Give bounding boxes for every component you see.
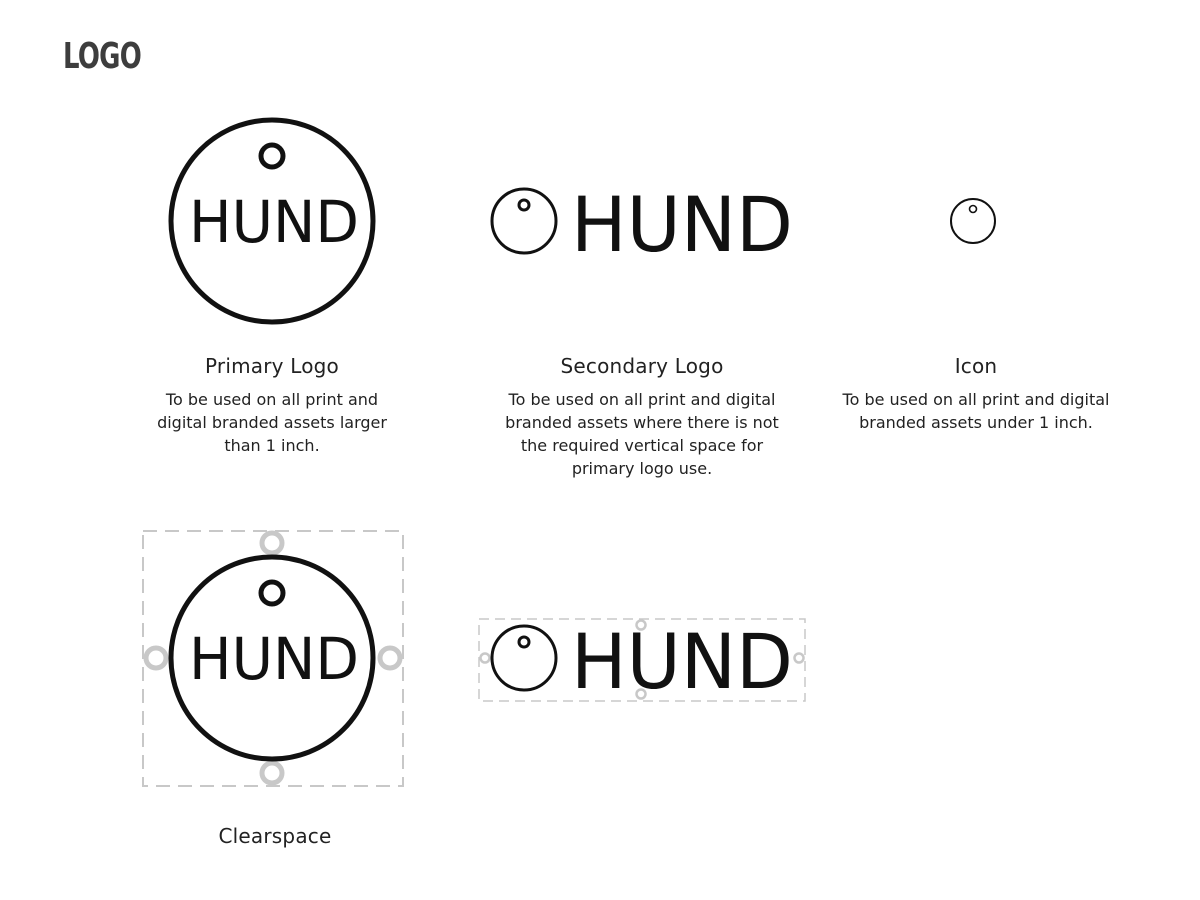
clearspace-secondary-dot: [519, 637, 529, 647]
clearspace-marker-bottom: [262, 763, 282, 783]
clearspace-secondary-marker-left: [481, 654, 490, 663]
secondary-logo: [485, 180, 805, 269]
secondary-logo-description: To be used on all print and digital branded assets where there is not the required vertical space for primary logo use.: [505, 390, 779, 478]
secondary-logo-wordmark: HUND: [571, 180, 793, 269]
icon-description: To be used on all print and digital branded assets under 1 inch.: [842, 390, 1110, 432]
clearspace-caption: [143, 824, 407, 848]
clearspace-primary-wordmark: HUND: [189, 625, 359, 693]
icon-logo-dot: [970, 206, 977, 213]
primary-logo: [160, 110, 390, 335]
secondary-logo-caption: [490, 354, 794, 480]
primary-logo-caption: [140, 354, 404, 457]
primary-logo-title: Primary Logo: [204, 354, 339, 378]
primary-logo-dot: [261, 145, 283, 167]
primary-logo-description: To be used on all print and digital branded assets larger than 1 inch.: [157, 390, 387, 455]
clearspace-secondary-wordmark: HUND: [571, 617, 793, 706]
icon-title: Icon: [954, 354, 998, 378]
secondary-logo-title: Secondary Logo: [560, 354, 724, 378]
secondary-logo-dot: [519, 200, 529, 210]
icon-logo: [945, 195, 1001, 251]
clearspace-secondary: [474, 612, 810, 707]
page-title: LOGO: [63, 36, 142, 77]
clearspace-marker-left: [146, 648, 166, 668]
clearspace-marker-right: [380, 648, 400, 668]
clearspace-marker-top: [262, 533, 282, 553]
clearspace-primary: [135, 525, 415, 795]
clearspace-title: Clearspace: [218, 824, 332, 848]
primary-logo-wordmark: HUND: [189, 188, 359, 256]
clearspace-primary-dot: [261, 582, 283, 604]
clearspace-secondary-marker-right: [795, 654, 804, 663]
icon-caption: [822, 354, 1130, 434]
